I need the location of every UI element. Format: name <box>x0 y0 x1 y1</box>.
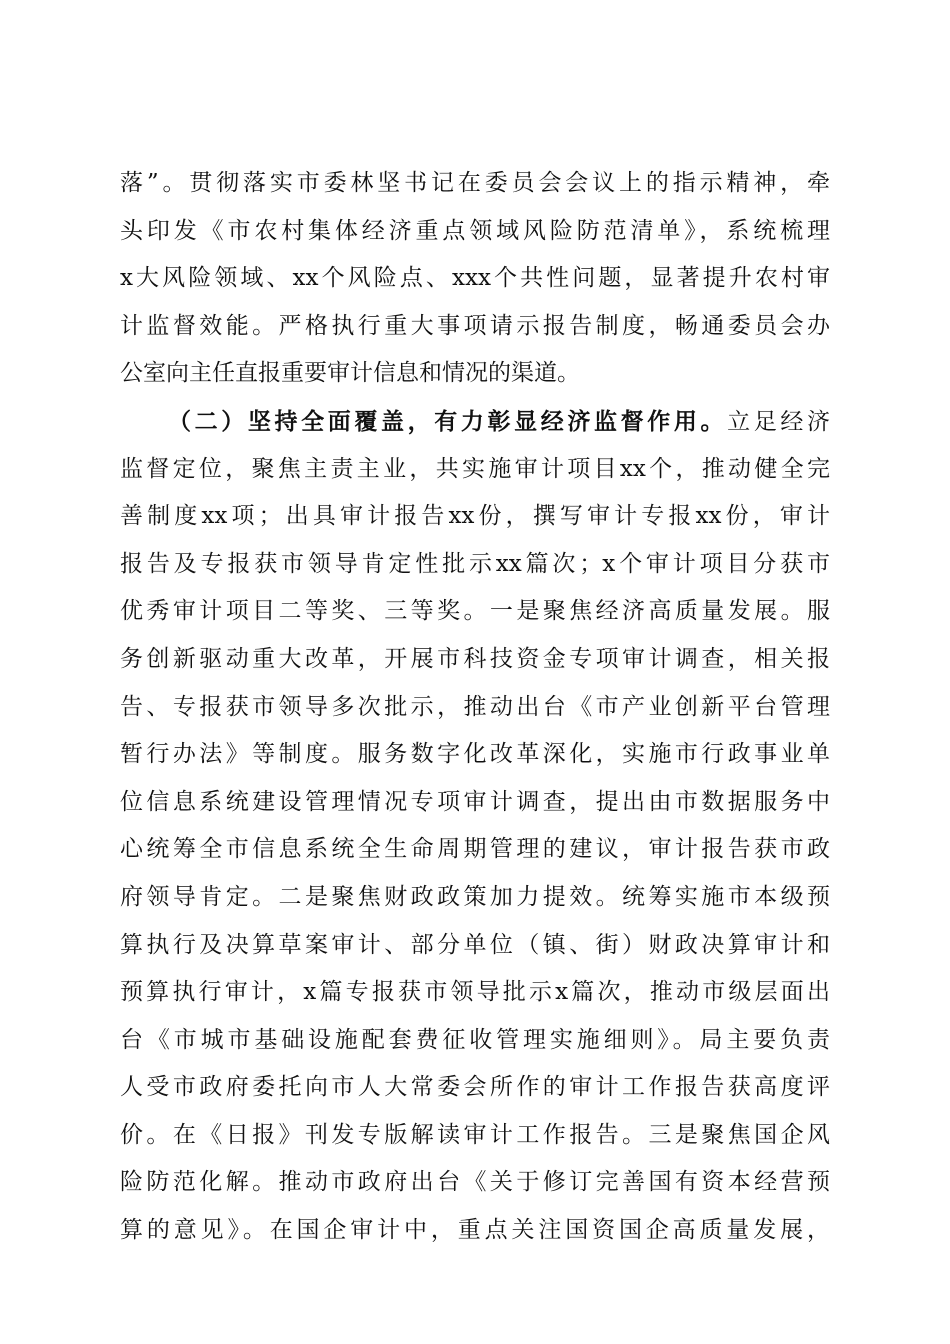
section-heading: （二）坚持全面覆盖，有力彰显经济监督作用。 <box>168 407 728 435</box>
text-line: 算的意见》。在国企审计中，重点关注国资国企高质量发展， <box>120 1217 830 1244</box>
text-line: 头印发《市农村集体经济重点领域风险防范清单》，系统梳理 <box>120 217 830 244</box>
paragraph-2 <box>120 398 830 1255</box>
text-line: 人受市政府委托向市人大常委会所作的审计工作报告获高度评 <box>120 1074 830 1101</box>
text-line: 算执行及决算草案审计、部分单位（镇、街）财政决算审计和 <box>120 931 830 958</box>
document-body <box>120 160 830 1255</box>
text-line: 台《市城市基础设施配套费征收管理实施细则》。局主要负责 <box>120 1026 830 1053</box>
text-line: 计监督效能。严格执行重大事项请示报告制度，畅通委员会办 <box>120 312 830 339</box>
text-line: 府领导肯定。二是聚焦财政政策加力提效。统筹实施市本级预 <box>120 883 830 910</box>
text-line: 位信息系统建设管理情况专项审计调查，提出由市数据服务中 <box>120 788 830 815</box>
text-line: 险防范化解。推动市政府出台《关于修订完善国有资本经营预 <box>120 1169 830 1196</box>
text-line: 监督定位，聚焦主责主业，共实施审计项目xx个，推动健全完 <box>120 455 830 482</box>
paragraph-1 <box>120 160 830 398</box>
text-line: 公室向主任直报重要审计信息和情况的渠道。 <box>120 360 580 387</box>
text-line-first <box>120 398 830 446</box>
text-line: 暂行办法》等制度。服务数字化改革深化，实施市行政事业单 <box>120 741 830 768</box>
text-line: 落”。贯彻落实市委林坚书记在委员会会议上的指示精神，牵 <box>120 170 830 196</box>
text-line: 告、专报获市领导多次批示，推动出台《市产业创新平台管理 <box>120 693 830 720</box>
heading-continuation: 立足经济 <box>727 408 830 435</box>
text-line: 善制度xx项；出具审计报告xx份，撰写审计专报xx份，审计 <box>120 503 830 530</box>
text-line: x大风险领域、xx个风险点、xxx个共性问题，显著提升农村审 <box>120 265 830 292</box>
text-line: 优秀审计项目二等奖、三等奖。一是聚焦经济高质量发展。服 <box>120 598 830 625</box>
text-line: 价。在《日报》刊发专版解读审计工作报告。三是聚焦国企风 <box>120 1121 830 1148</box>
text-line: 报告及专报获市领导肯定性批示xx篇次；x个审计项目分获市 <box>120 550 830 577</box>
text-line: 心统筹全市信息系统全生命周期管理的建议，审计报告获市政 <box>120 836 830 863</box>
text-line: 务创新驱动重大改革，开展市科技资金专项审计调查，相关报 <box>120 645 830 672</box>
text-line: 预算执行审计，x篇专报获市领导批示x篇次，推动市级层面出 <box>120 979 830 1006</box>
